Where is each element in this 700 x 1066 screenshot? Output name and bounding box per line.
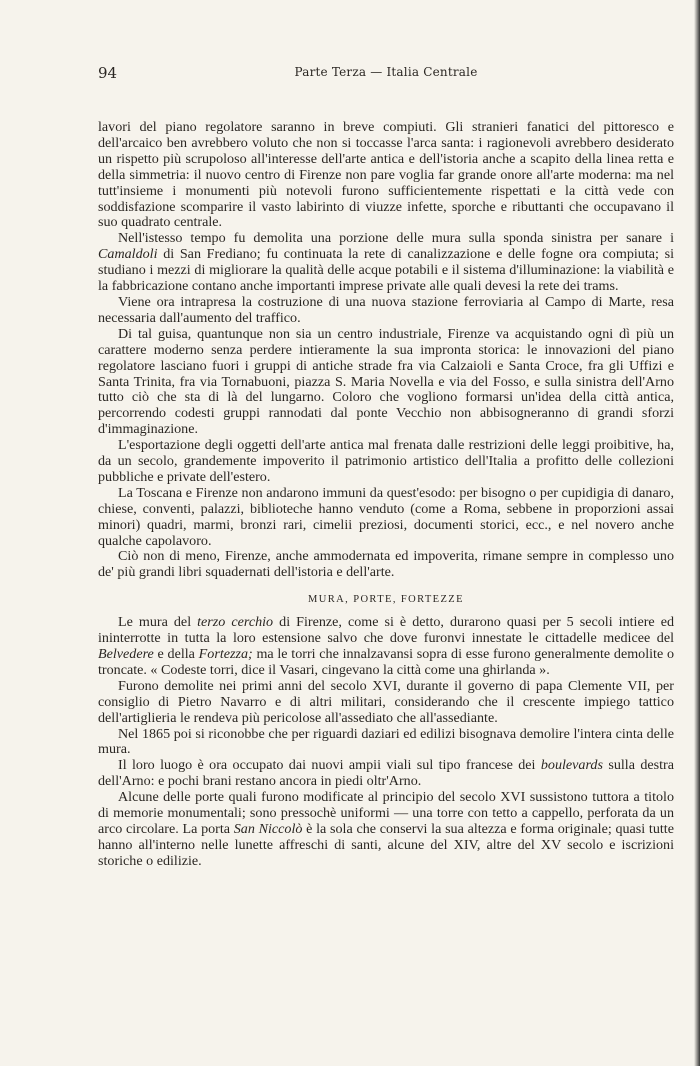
paragraph: Nel 1865 poi si riconobbe che per riguardi daziari ed edilizi bisognava demolire l'intera cinta delle mura.	[98, 725, 674, 758]
page-number: 94	[98, 64, 118, 82]
paragraph: Viene ora intrapresa la costruzione di una nuova stazione ferroviaria al Campo di Marte, resa necessaria dall'aumento del traffico.	[98, 293, 674, 326]
italic-term: San Niccolò	[233, 820, 303, 837]
page-header	[98, 64, 674, 86]
paragraph: Nell'istesso tempo fu demolita una porzione delle mura sulla sponda sinistra per sanare i Camaldoli di San Frediano; fu continuata la rete di canalizzazione e delle fogne ora compiuta; si studiano i mezzi di migliorare la qualità delle acque potabili e il sistema d'illuminazione: la viabilità e la fabbricazione contano anche importanti imprese private alle quali devesi la rete dei trams.	[98, 230, 674, 295]
italic-term: terzo cerchio	[197, 614, 274, 631]
paragraph: La Toscana e Firenze non andarono immuni da quest'esodo: per bisogno o per cupidigia di danaro, chiese, conventi, palazzi, biblioteche hanno venduto (come a Roma, sebbene in proporzioni assai minori) quadri, marmi, bronzi rari, cimelii preziosi, documenti storici, ecc., e nel novero anche qualche capolavoro.	[98, 484, 674, 549]
paragraph: Il loro luogo è ora occupato dai nuovi ampii viali sul tipo francese dei boulevards sulla destra dell'Arno: e pochi brani restano ancora in piedi oltr'Arno.	[98, 757, 674, 790]
italic-term: Fortezza;	[198, 646, 253, 662]
paragraph: Furono demolite nei primi anni del secolo XVI, durante il governo di papa Clemente VII, per consiglio di Pietro Navarro e di altri militari, considerando che il crescente impiego tattico dell'artiglieria le rendeva più pericolose all'assediato che all'assediante.	[98, 677, 674, 726]
italic-term: Camaldoli	[98, 246, 158, 263]
italic-term: boulevards	[540, 757, 603, 774]
paragraph: L'esportazione degli oggetti dell'arte antica mal frenata dalle restrizioni delle leggi proibitive, ha, da un secolo, grandemente impoverito il patrimonio artistico dell'Italia a profitto delle collezioni pubbliche e private dell'estero.	[98, 437, 674, 485]
page-edge-shadow	[694, 0, 700, 1066]
paragraph: Ciò non di meno, Firenze, anche ammodernata ed impoverita, rimane sempre in complesso uno de' più grandi libri squadernati dell'istoria e dell'arte.	[98, 548, 674, 581]
running-head: Parte Terza — Italia Centrale	[294, 65, 478, 79]
paragraph: Le mura del terzo cerchio di Firenze, come si è detto, durarono quasi per 5 secoli intiere ed ininterrotte in tutta la loro estensione salvo che dove furonvi innestate le cittadelle medicee del Belvedere e della Fortezza; ma le torri che innalzavansi sopra di esse furono generalmente demolite o troncate. « Codeste torri, dice il Vasari, cingevano la città come una ghirlanda ».	[98, 614, 674, 678]
paragraph: Di tal guisa, quantunque non sia un centro industriale, Firenze va acquistando ogni dì più un carattere moderno senza perdere intieramente la sua impronta storica: le innovazioni del piano regolatore lasciano fuori i gruppi di antiche strade fra via Calzaioli e Santa Croce, fra gli Uffizi e Santa Trinita, fra via Tornabuoni, piazza S. Maria Novella e via del Fosso, e sulla sinistra dell'Arno tutto ciò che sta di là del lungarno. Coloro che vogliono formarsi un'idea della città antica, percorrendo codesti gruppi rannodati dal ponte Vecchio non abbisogneranno di grandi sforzi d'immaginazione.	[98, 325, 674, 438]
section-heading: MURA, PORTE, FORTEZZE	[308, 594, 464, 606]
paragraph: lavori del piano regolatore saranno in breve compiuti. Gli stranieri fanatici del pittoresco e dell'arcaico ben avrebbero voluto che non si toccasse l'arca santa: i ragionevoli avrebbero desiderato un rispetto più scrupoloso all'interesse dell'arte antica e dell'istoria anche a scapito della linea retta e della simmetria: il nuovo centro di Firenze non pare voglia far grande onore all'arte moderna: ma nel tutt'insieme i monumenti più notevoli furono sufficientemente rispettati e la città vede con soddisfazione scomparire il vasto labirinto di viuzze infette, sporche e ributtanti che occupavano il suo quadrato centrale.	[98, 119, 674, 231]
italic-term: Belvedere	[98, 646, 154, 662]
paragraph: Alcune delle porte quali furono modificate al principio del secolo XVI sussistono tuttora a titolo di memorie monumentali; sono pressochè uniformi — una torre con tetto a cappello, perforata da un arco circolare. La porta San Niccolò è la sola che conservi la sua altezza e forma originale; quasi tutte hanno all'interno nelle lunette affreschi di santi, alcune del XIV, altre del XV secolo e iscrizioni storiche o edilizie.	[98, 789, 674, 869]
page-body	[98, 120, 674, 870]
